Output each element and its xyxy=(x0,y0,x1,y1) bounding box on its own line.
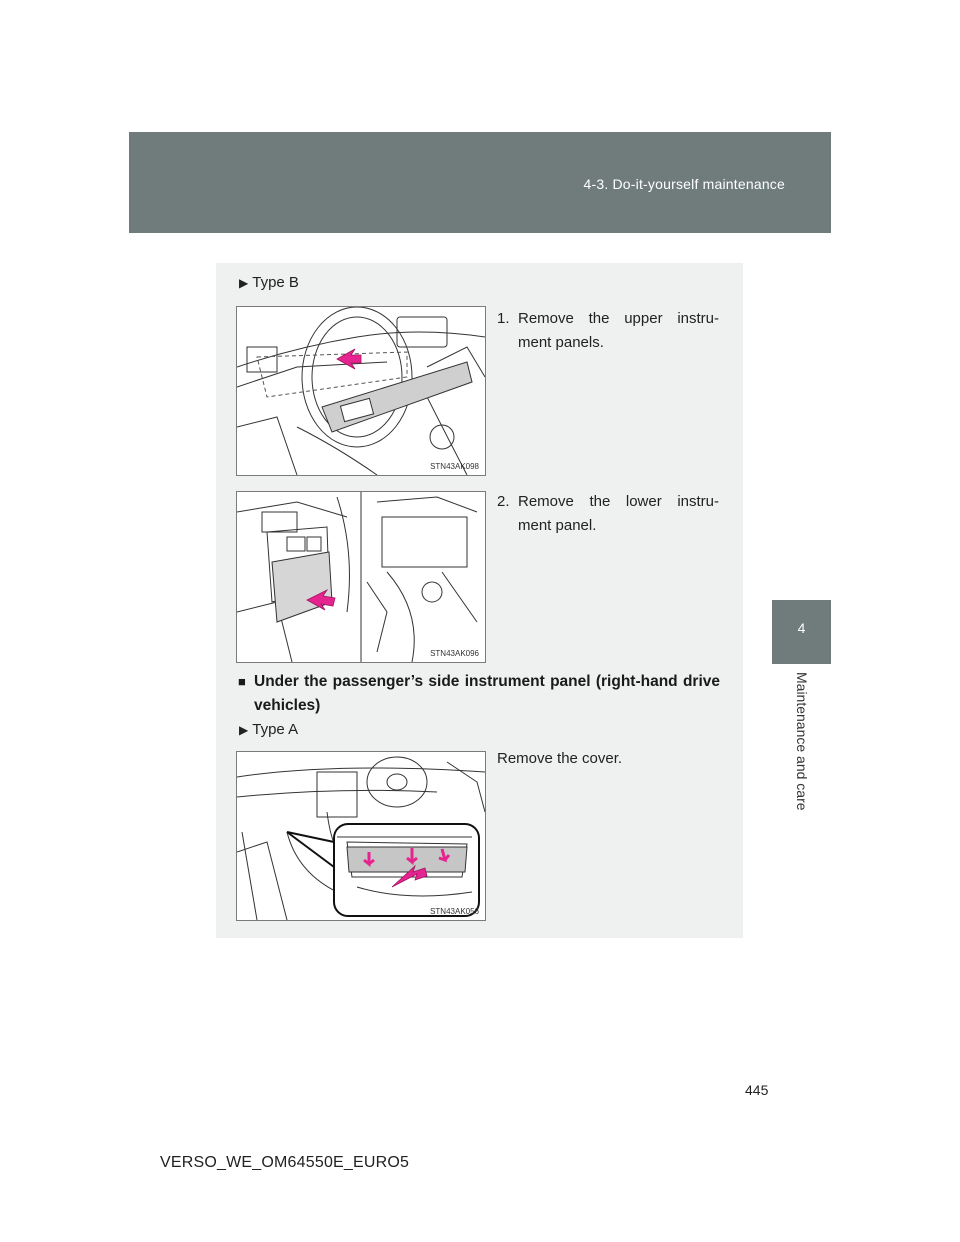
chapter-number: 4 xyxy=(797,620,806,636)
chapter-title: Maintenance and care xyxy=(794,672,810,811)
figure-1-code: STN43AK098 xyxy=(430,462,479,471)
triangle-pointer-icon: ▶ xyxy=(239,723,249,737)
arrow-icon xyxy=(337,349,361,369)
dashboard-upper-illustration xyxy=(237,307,485,475)
step-2 xyxy=(497,490,719,538)
type-b-label: Type B xyxy=(252,274,299,291)
chapter-label xyxy=(772,664,831,811)
passenger-side-heading-text: Under the passenger’s side instrument panel (right-hand drive vehicles) xyxy=(254,673,720,714)
figure-lower-panel xyxy=(236,491,486,663)
type-a-label-row xyxy=(239,721,298,738)
type-a-text: Remove the cover. xyxy=(497,750,623,767)
triangle-pointer-icon: ▶ xyxy=(239,276,249,290)
passenger-panel-illustration xyxy=(237,752,485,920)
figure-upper-panels xyxy=(236,306,486,476)
step-2-text: Remove the lower instru- ment panel. xyxy=(518,493,719,534)
type-b-label-row xyxy=(239,274,299,291)
step-1-text: Remove the upper instru- ment panels. xyxy=(518,310,719,351)
step-2-number: 2. xyxy=(497,493,510,510)
step-1 xyxy=(497,307,719,355)
passenger-side-heading xyxy=(238,670,720,718)
page-number: 445 xyxy=(745,1082,769,1098)
type-a-label: Type A xyxy=(252,721,299,738)
document-code: VERSO_WE_OM64550E_EURO5 xyxy=(160,1154,410,1171)
chapter-tab xyxy=(772,600,831,664)
dashboard-lower-illustration xyxy=(237,492,485,662)
section-title: 4-3. Do-it-yourself maintenance xyxy=(583,176,785,192)
figure-passenger-cover xyxy=(236,751,486,921)
step-1-number: 1. xyxy=(497,310,510,327)
figure-2-code: STN43AK096 xyxy=(430,649,479,658)
type-a-instruction xyxy=(497,747,719,771)
square-bullet-icon: ■ xyxy=(238,674,246,689)
header-band xyxy=(129,132,831,233)
figure-3-code: STN43AK056 xyxy=(430,907,479,916)
